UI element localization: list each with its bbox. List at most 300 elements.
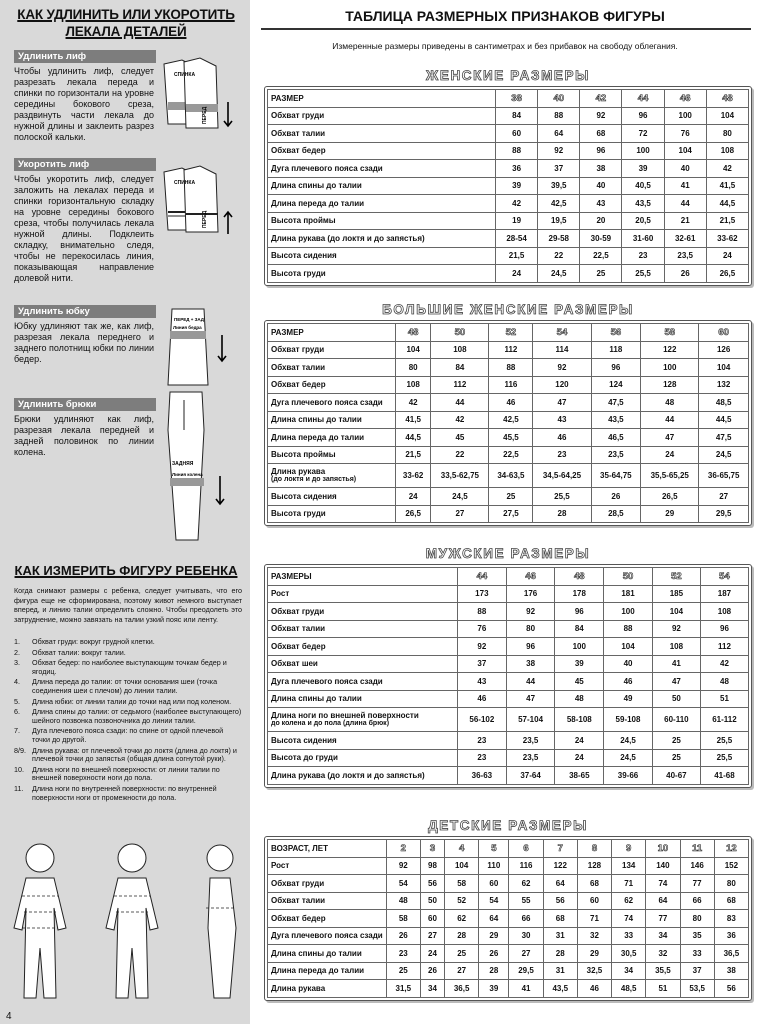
table-cell: 33 [612, 927, 646, 945]
table-cell: 25,5 [700, 749, 748, 767]
row-label: Длина спины до талии [268, 945, 387, 963]
table-cell: 32 [646, 945, 680, 963]
table-row [268, 107, 749, 125]
table-header-cell: 38 [496, 90, 538, 108]
table-row [268, 230, 749, 248]
women-table [267, 89, 749, 283]
table-cell: 21,5 [396, 446, 431, 464]
table-cell: 54 [479, 892, 509, 910]
row-label: Обхват шеи [268, 655, 458, 673]
table-cell: 25,5 [700, 732, 748, 750]
table-row [268, 980, 749, 998]
row-label: Обхват груди [268, 107, 496, 125]
row-label: Длина переда до талии [268, 195, 496, 213]
table-cell: 38 [580, 160, 622, 178]
table-cell: 56 [420, 875, 444, 893]
row-label: Длина спины до талии [268, 690, 458, 708]
table-cell: 43,5 [622, 195, 664, 213]
table-cell: 40 [664, 160, 706, 178]
table-cell: 64 [646, 892, 680, 910]
table-cell: 38-65 [555, 767, 604, 785]
table-cell: 23,5 [506, 749, 555, 767]
table-cell: 43 [533, 411, 591, 429]
row-label: Рост [268, 857, 387, 875]
page-subtitle: Измеренные размеры приведены в сантиметрах и без прибавок на свободу облегания. [332, 41, 678, 51]
section-heading: Удлинить юбку [14, 305, 156, 318]
table-cell: 98 [420, 857, 444, 875]
table-cell: 47 [506, 690, 555, 708]
table-cell: 23 [622, 247, 664, 265]
row-label: Дуга плечевого пояса сзади [268, 160, 496, 178]
table-cell: 23,5 [664, 247, 706, 265]
table-row [268, 585, 749, 603]
table-cell: 112 [489, 341, 533, 359]
row-label: Дуга плечевого пояса сзади [268, 927, 387, 945]
table-header-cell: 48 [396, 324, 431, 342]
section-shorten-bodice [14, 158, 242, 284]
table-cell: 88 [496, 142, 538, 160]
table-cell: 178 [555, 585, 604, 603]
row-label: Длина переда до талии [268, 962, 387, 980]
table-header-row [268, 324, 749, 342]
table-header-cell: 54 [533, 324, 591, 342]
table-cell: 39 [622, 160, 664, 178]
list-item: 5. Длина юбки: от линии талии до точки над или под коленом. [14, 696, 232, 706]
row-label: Обхват талии [268, 125, 496, 143]
row-label: Высота проймы [268, 212, 496, 230]
table-cell: 77 [646, 910, 680, 928]
table-cell: 152 [714, 857, 748, 875]
table-row [268, 488, 749, 506]
table-cell: 59-108 [604, 708, 653, 732]
table-cell: 104 [445, 857, 479, 875]
table-header-cell: 44 [622, 90, 664, 108]
list-item: 1. Обхват груди: вокруг грудной клетки. [14, 637, 155, 646]
table-cell: 62 [612, 892, 646, 910]
table-cell: 116 [489, 376, 533, 394]
table-cell: 49 [604, 690, 653, 708]
bodice-lengthen-illustration [158, 52, 238, 137]
table-row [268, 749, 749, 767]
svg-text:ПЕРЕД: ПЕРЕД [202, 106, 208, 124]
table-cell: 64 [479, 910, 509, 928]
row-label: Длина рукава (до локтя и до запястья) [268, 464, 396, 488]
table-cell: 41 [509, 980, 543, 998]
table-cell: 47 [641, 429, 699, 447]
svg-text:ЗАДНЯЯ: ЗАДНЯЯ [172, 461, 194, 467]
table-cell: 27 [431, 505, 489, 523]
table-cell: 112 [700, 638, 748, 656]
table-row [268, 212, 749, 230]
table-cell: 80 [506, 620, 555, 638]
page-number: 4 [6, 1011, 12, 1022]
table-header-cell: 58 [641, 324, 699, 342]
table-cell: 36,5 [714, 945, 748, 963]
table-row [268, 359, 749, 377]
table-cell: 25,5 [533, 488, 591, 506]
table-cell: 39 [479, 980, 509, 998]
table-cell: 114 [533, 341, 591, 359]
row-label: Обхват талии [268, 359, 396, 377]
title-divider [261, 28, 751, 30]
table-cell: 37 [680, 962, 714, 980]
table-cell: 21,5 [706, 212, 748, 230]
table-header-cell: 54 [700, 568, 748, 586]
table-cell: 47 [533, 394, 591, 412]
table-cell: 19 [496, 212, 538, 230]
section-heading: Укоротить лиф [14, 158, 156, 171]
table-row [268, 429, 749, 447]
table-cell: 44 [641, 411, 699, 429]
table-cell: 20 [580, 212, 622, 230]
table-cell: 31 [543, 927, 577, 945]
table-cell: 88 [538, 107, 580, 125]
svg-text:ПЕРЕД: ПЕРЕД [202, 210, 208, 228]
table-cell: 50 [652, 690, 700, 708]
table-cell: 35,5-65,25 [641, 464, 699, 488]
row-label: Длина спины до талии [268, 177, 496, 195]
row-label: Обхват груди [268, 603, 458, 621]
table-cell: 44 [664, 195, 706, 213]
table-cell: 128 [577, 857, 611, 875]
table-header-label: ВОЗРАСТ, ЛЕТ [268, 840, 387, 858]
table-header-cell: 11 [680, 840, 714, 858]
table-cell: 140 [646, 857, 680, 875]
table-cell: 37 [458, 655, 507, 673]
table-cell: 51 [646, 980, 680, 998]
table-cell: 56-102 [458, 708, 507, 732]
table-cell: 25 [652, 749, 700, 767]
table-cell: 55 [509, 892, 543, 910]
table-cell: 45 [555, 673, 604, 691]
table-cell: 100 [622, 142, 664, 160]
table-cell: 54 [386, 875, 420, 893]
table-cell: 96 [580, 142, 622, 160]
table-cell: 108 [431, 341, 489, 359]
table-cell: 72 [622, 125, 664, 143]
row-label: Высота сидения [268, 488, 396, 506]
table-cell: 26,5 [641, 488, 699, 506]
list-item: 11. Длина ноги по внутренней поверхности: по внутренней поверхности ноги от промежности до пола. [14, 783, 217, 802]
table-cell: 92 [538, 142, 580, 160]
table-cell: 24 [496, 265, 538, 283]
row-label: Дуга плечевого пояса сзади [268, 673, 458, 691]
table-cell: 29-58 [538, 230, 580, 248]
table-cell: 173 [458, 585, 507, 603]
table-cell: 48 [386, 892, 420, 910]
table-cell: 28 [479, 962, 509, 980]
table-cell: 25 [580, 265, 622, 283]
left-panel [0, 0, 250, 1024]
table-cell: 61-112 [700, 708, 748, 732]
table-cell: 110 [479, 857, 509, 875]
table-cell: 36-65,75 [699, 464, 749, 488]
table-cell: 187 [700, 585, 748, 603]
table-cell: 126 [699, 341, 749, 359]
table-row [268, 638, 749, 656]
table-cell: 26 [420, 962, 444, 980]
table-cell: 34,5-64,25 [533, 464, 591, 488]
table-header-label: РАЗМЕРЫ [268, 568, 458, 586]
table-cell: 28-54 [496, 230, 538, 248]
row-label: Высота сидения [268, 247, 496, 265]
table-cell: 28 [533, 505, 591, 523]
table-cell: 80 [706, 125, 748, 143]
table-cell: 96 [591, 359, 641, 377]
row-label: Длина ноги по внешней поверхности до колена и до пола (длина брюк) [268, 708, 458, 732]
table-cell: 40 [580, 177, 622, 195]
table-cell: 24 [420, 945, 444, 963]
table-cell: 47,5 [699, 429, 749, 447]
table-row [268, 411, 749, 429]
table-cell: 22,5 [489, 446, 533, 464]
table-cell: 23,5 [506, 732, 555, 750]
table-header-cell: 48 [555, 568, 604, 586]
table-cell: 53,5 [680, 980, 714, 998]
section-heading: Удлинить лиф [14, 50, 156, 63]
table-row [268, 160, 749, 178]
table-row [268, 732, 749, 750]
table-cell: 92 [386, 857, 420, 875]
table-cell: 42 [706, 160, 748, 178]
table-cell: 22 [538, 247, 580, 265]
list-item: 7. Дуга плечевого пояса сзади: по спине от одной плечевой точки до другой. [14, 726, 224, 744]
table-cell: 84 [496, 107, 538, 125]
table-cell: 66 [509, 910, 543, 928]
table-cell: 43 [458, 673, 507, 691]
table-cell: 44,5 [396, 429, 431, 447]
table-cell: 51 [700, 690, 748, 708]
table-header-cell: 40 [538, 90, 580, 108]
plus-table [267, 323, 749, 523]
table-header-cell: 46 [506, 568, 555, 586]
row-label: Обхват груди [268, 341, 396, 359]
table-cell: 88 [489, 359, 533, 377]
table-cell: 44 [506, 673, 555, 691]
row-label: Высота груди [268, 265, 496, 283]
table-cell: 62 [509, 875, 543, 893]
table-cell: 48,5 [699, 394, 749, 412]
table-cell: 23,5 [591, 446, 641, 464]
table-cell: 100 [641, 359, 699, 377]
table-row [268, 265, 749, 283]
list-item: 4. Длина переда до талии: от точки основания шеи (точка соединения шеи с плечом) до линии талии. [14, 677, 218, 695]
table-cell: 23 [458, 732, 507, 750]
table-header-cell: 56 [591, 324, 641, 342]
men-caption: МУЖСКИЕ РАЗМЕРЫ [425, 546, 591, 561]
table-cell: 118 [591, 341, 641, 359]
table-cell: 185 [652, 585, 700, 603]
row-label: Рост [268, 585, 458, 603]
table-cell: 29,5 [699, 505, 749, 523]
table-cell: 40 [604, 655, 653, 673]
table-row [268, 910, 749, 928]
table-cell: 23 [386, 945, 420, 963]
table-cell: 134 [612, 857, 646, 875]
plus-size-table [264, 320, 752, 526]
table-cell: 68 [580, 125, 622, 143]
table-cell: 56 [714, 980, 748, 998]
table-cell: 48 [555, 690, 604, 708]
table-cell: 22 [431, 446, 489, 464]
table-cell: 44 [431, 394, 489, 412]
svg-text:Линия колена: Линия колена [172, 472, 203, 477]
left-title: КАК УДЛИНИТЬ ИЛИ УКОРОТИТЬ ЛЕКАЛА ДЕТАЛЕЙ [17, 7, 235, 39]
table-cell: 122 [543, 857, 577, 875]
table-cell: 104 [396, 341, 431, 359]
table-cell: 29 [641, 505, 699, 523]
table-cell: 92 [458, 638, 507, 656]
table-cell: 38 [506, 655, 555, 673]
list-item: 10. Длина ноги по внешней поверхности: от линии талии по внешней поверхности ноги до пола. [14, 764, 220, 783]
table-cell: 33-62 [396, 464, 431, 488]
table-cell: 34 [612, 962, 646, 980]
plus-caption: БОЛЬШИЕ ЖЕНСКИЕ РАЗМЕРЫ [382, 302, 634, 317]
section-lengthen-trousers [14, 398, 242, 477]
table-cell: 60 [577, 892, 611, 910]
row-label: Высота сидения [268, 732, 458, 750]
table-cell: 24 [555, 732, 604, 750]
table-cell: 34 [420, 980, 444, 998]
table-cell: 104 [652, 603, 700, 621]
table-cell: 30-59 [580, 230, 622, 248]
table-cell: 26,5 [706, 265, 748, 283]
table-cell: 66 [680, 892, 714, 910]
row-label: Обхват груди [268, 875, 387, 893]
table-cell: 60-110 [652, 708, 700, 732]
table-cell: 92 [652, 620, 700, 638]
table-cell: 33-62 [706, 230, 748, 248]
table-cell: 45,5 [489, 429, 533, 447]
svg-text:СПИНКА: СПИНКА [174, 180, 196, 186]
svg-text:Линия бедра: Линия бедра [173, 325, 202, 330]
women-size-table [264, 86, 752, 286]
table-cell: 80 [396, 359, 431, 377]
table-cell: 24,5 [538, 265, 580, 283]
table-cell: 100 [604, 603, 653, 621]
list-item: 3. Обхват бедер: по наиболее выступающим точкам бедер и ягодиц. [14, 658, 227, 676]
table-cell: 25 [652, 732, 700, 750]
kids-table [267, 839, 749, 998]
table-cell: 96 [506, 638, 555, 656]
table-cell: 43,5 [543, 980, 577, 998]
table-row [268, 962, 749, 980]
page-title: ТАБЛИЦА РАЗМЕРНЫХ ПРИЗНАКОВ ФИГУРЫ [345, 8, 665, 24]
table-cell: 104 [699, 359, 749, 377]
table-header-cell: 4 [445, 840, 479, 858]
table-row [268, 195, 749, 213]
row-label: Длина переда до талии [268, 429, 396, 447]
bodice-shorten-illustration [158, 160, 238, 245]
table-cell: 29 [577, 945, 611, 963]
table-cell: 96 [622, 107, 664, 125]
table-cell: 26 [591, 488, 641, 506]
table-cell: 24 [706, 247, 748, 265]
table-cell: 57-104 [506, 708, 555, 732]
table-row [268, 125, 749, 143]
kids-size-table [264, 836, 752, 1001]
table-cell: 44,5 [706, 195, 748, 213]
list-item: 2. Обхват талии: вокруг талии. [14, 647, 126, 657]
table-cell: 40,5 [622, 177, 664, 195]
table-header-cell: 48 [706, 90, 748, 108]
table-cell: 52 [445, 892, 479, 910]
table-cell: 181 [604, 585, 653, 603]
table-header-cell: 12 [714, 840, 748, 858]
table-cell: 92 [533, 359, 591, 377]
table-cell: 27 [420, 927, 444, 945]
table-cell: 62 [445, 910, 479, 928]
table-cell: 100 [664, 107, 706, 125]
table-cell: 39-66 [604, 767, 653, 785]
table-cell: 60 [479, 875, 509, 893]
table-cell: 104 [664, 142, 706, 160]
table-cell: 25 [386, 962, 420, 980]
table-header-cell: 50 [604, 568, 653, 586]
table-cell: 176 [506, 585, 555, 603]
table-cell: 37 [538, 160, 580, 178]
table-row [268, 142, 749, 160]
table-cell: 29,5 [509, 962, 543, 980]
table-cell: 25 [489, 488, 533, 506]
table-header-cell: 2 [386, 840, 420, 858]
table-row [268, 620, 749, 638]
table-cell: 47,5 [591, 394, 641, 412]
table-cell: 60 [420, 910, 444, 928]
table-cell: 36 [714, 927, 748, 945]
table-cell: 42 [396, 394, 431, 412]
table-cell: 80 [680, 910, 714, 928]
table-row [268, 892, 749, 910]
table-cell: 41,5 [396, 411, 431, 429]
table-cell: 23 [458, 749, 507, 767]
table-cell: 48 [641, 394, 699, 412]
table-cell: 88 [458, 603, 507, 621]
table-cell: 74 [612, 910, 646, 928]
table-cell: 46 [604, 673, 653, 691]
table-cell: 60 [496, 125, 538, 143]
table-cell: 58-108 [555, 708, 604, 732]
table-cell: 32-61 [664, 230, 706, 248]
table-row [268, 505, 749, 523]
table-header-label: РАЗМЕР [268, 90, 496, 108]
table-cell: 34 [646, 927, 680, 945]
table-cell: 41 [652, 655, 700, 673]
table-cell: 20,5 [622, 212, 664, 230]
table-cell: 45 [431, 429, 489, 447]
table-header-cell: 10 [646, 840, 680, 858]
table-cell: 42 [700, 655, 748, 673]
table-header-row [268, 840, 749, 858]
table-cell: 92 [506, 603, 555, 621]
table-cell: 33 [680, 945, 714, 963]
table-cell: 41 [664, 177, 706, 195]
table-cell: 26,5 [396, 505, 431, 523]
table-cell: 68 [577, 875, 611, 893]
table-cell: 31,5 [386, 980, 420, 998]
table-cell: 32,5 [577, 962, 611, 980]
table-cell: 31 [543, 962, 577, 980]
row-label: Обхват талии [268, 892, 387, 910]
table-cell: 96 [700, 620, 748, 638]
table-cell: 68 [714, 892, 748, 910]
table-row [268, 673, 749, 691]
table-cell: 30 [509, 927, 543, 945]
table-cell: 104 [706, 107, 748, 125]
table-cell: 24 [641, 446, 699, 464]
table-cell: 92 [580, 107, 622, 125]
list-item: 8/9. Длина рукава: от плечевой точки до локтя (длина до локтя) и плечевой точки до запястья (общая длина согнутой руки). [14, 745, 237, 764]
